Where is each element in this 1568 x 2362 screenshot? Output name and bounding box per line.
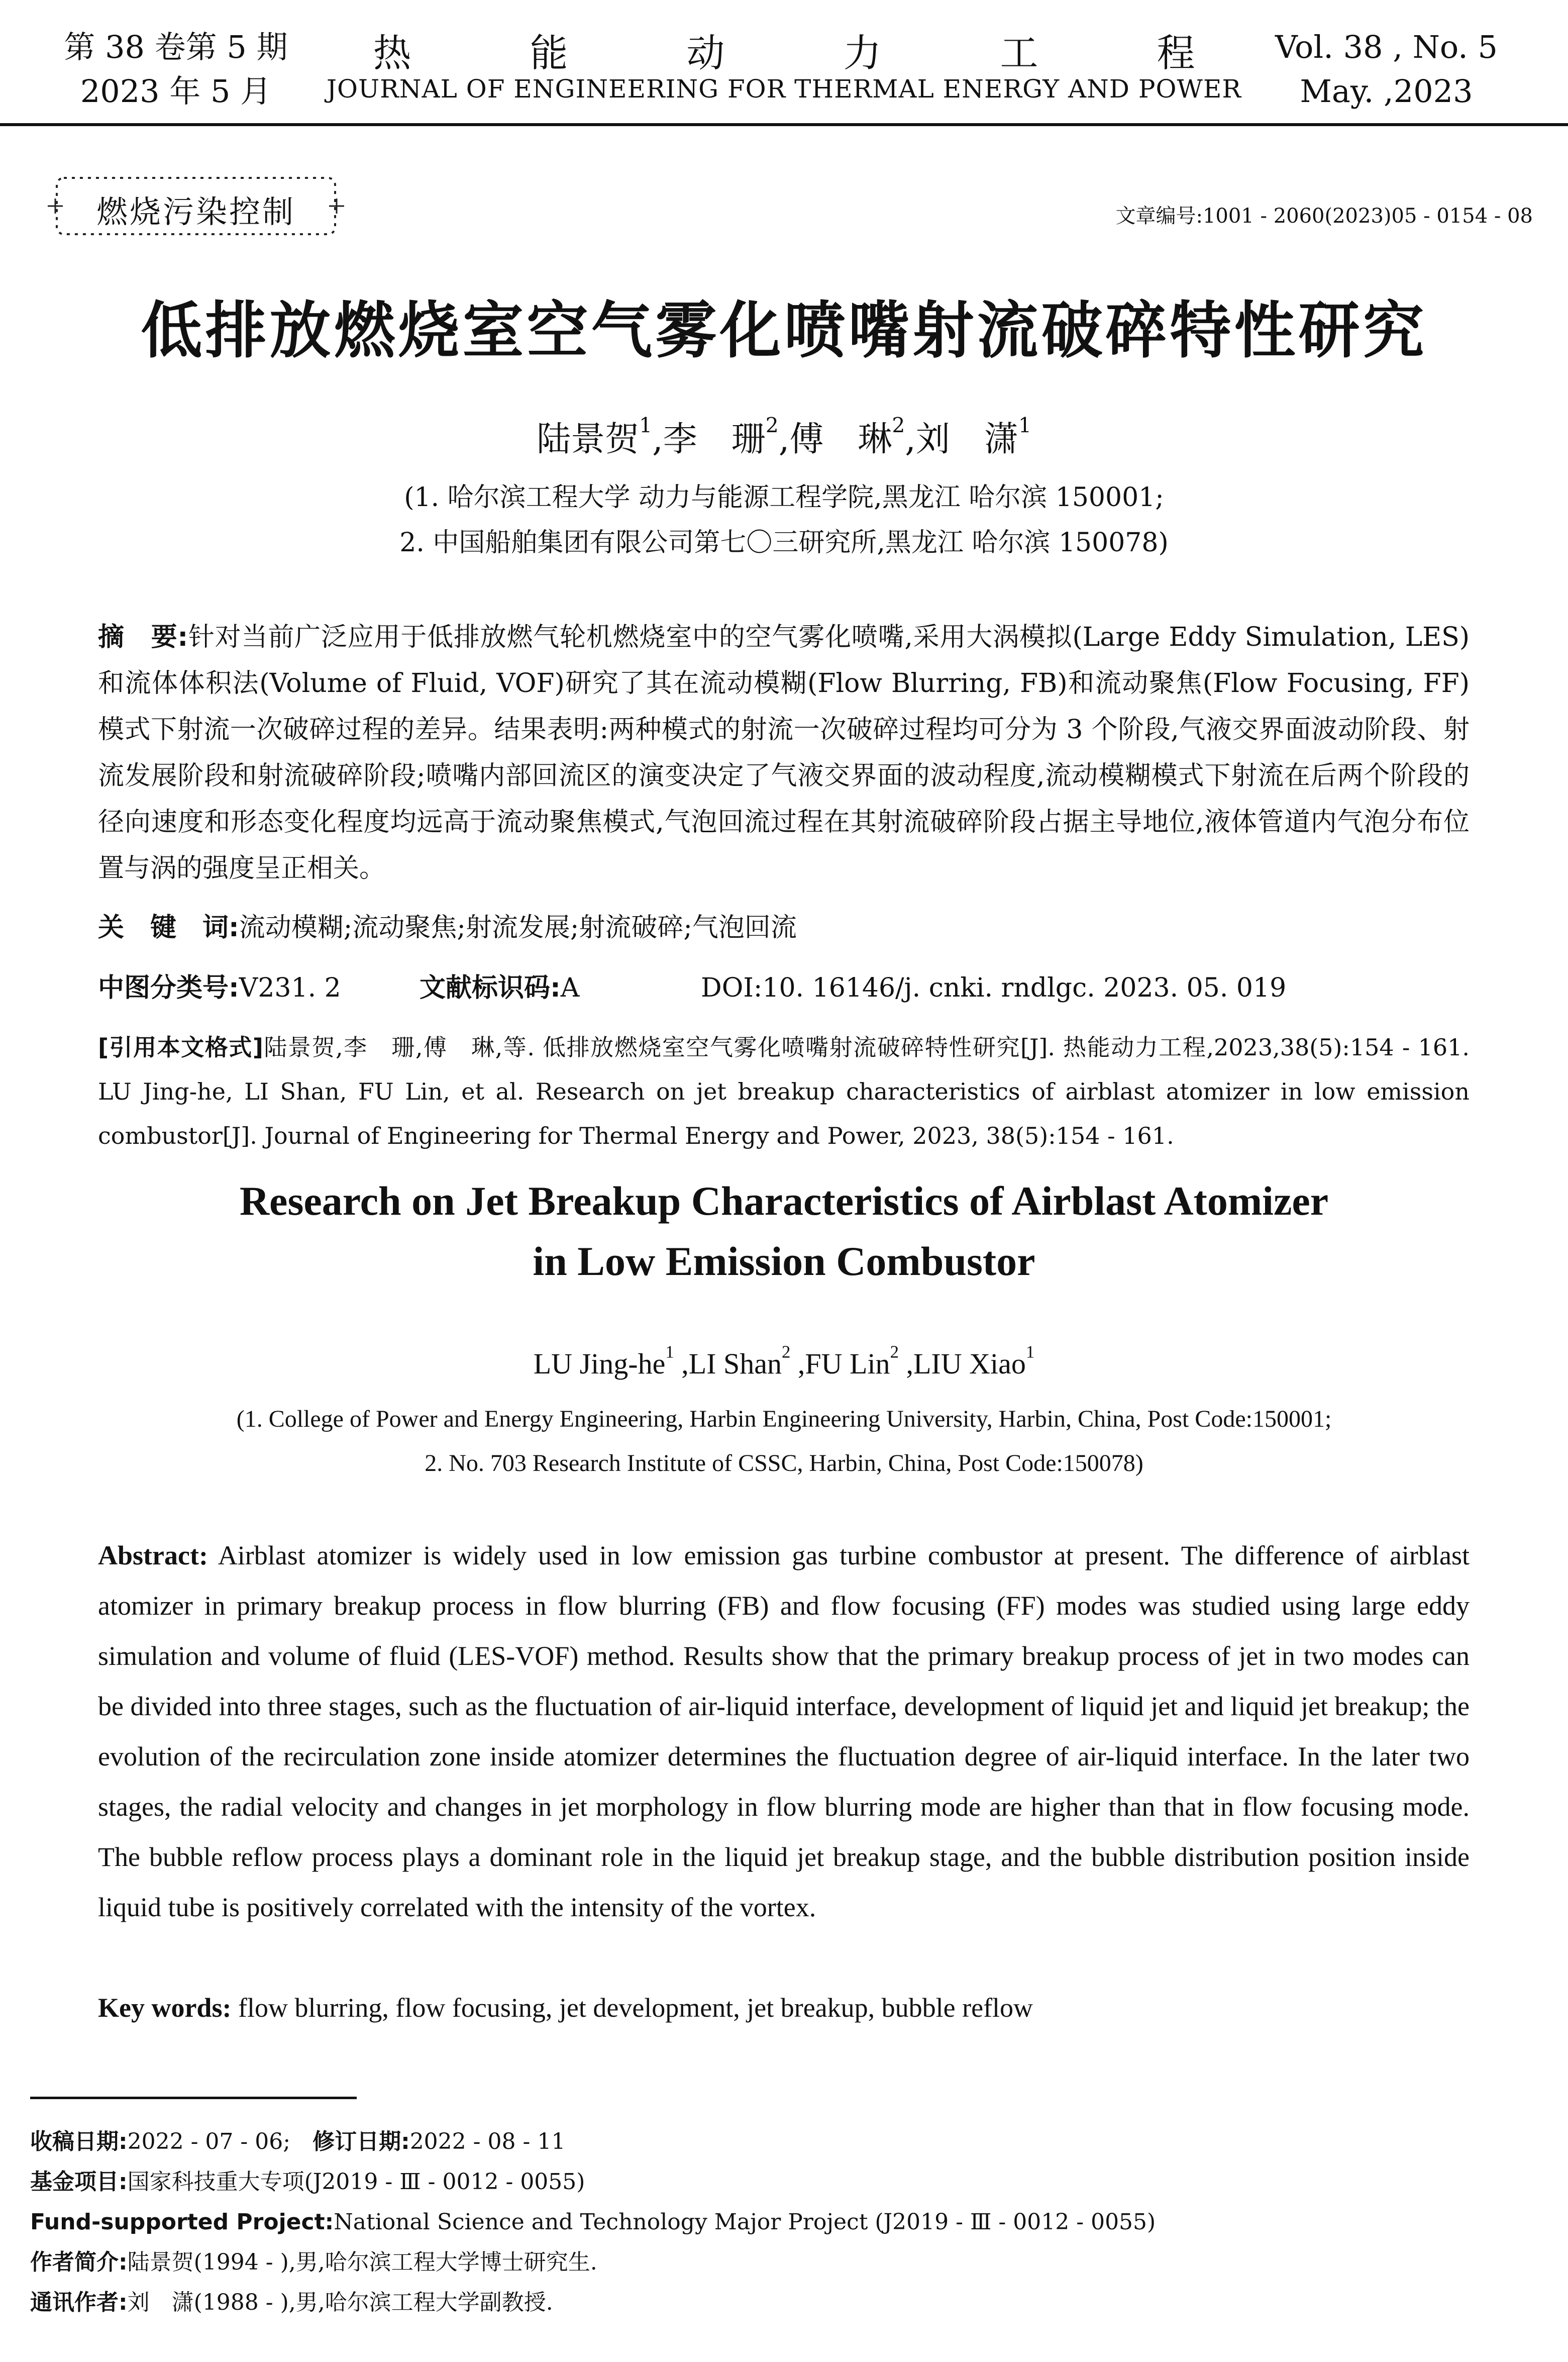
citation-text: 陆景贺,李 珊,傅 琳,等. 低排放燃烧室空气雾化喷嘴射流破碎特性研究[J]. 热能动力工程,2023,38(5):154 - 161. LU Jing-he, LI Shan, FU Lin, et al. Research on jet breakup characteristics of airblast atomizer in low emission combustor[J]. Journal of Engineering for Thermal Energy and Power, 2023, 38(5):154 - 161. bbox=[98, 1034, 1470, 1149]
article-number: 文章编号:1001 - 2060(2023)05 - 0154 - 08 bbox=[1115, 205, 1533, 228]
journal-char: 动 bbox=[686, 31, 725, 75]
volume-issue-en-line: Vol. 38 , No. 5 bbox=[1275, 29, 1498, 65]
abstract-en bbox=[98, 1530, 1470, 1932]
journal-char: 热 bbox=[373, 31, 411, 75]
doc-code-value: A bbox=[560, 973, 580, 1003]
author-sup: 2 bbox=[892, 413, 905, 438]
footnote-corresponding bbox=[30, 2283, 1512, 2323]
header-rule bbox=[0, 123, 1568, 126]
keywords-en-label: Key words: bbox=[98, 1993, 232, 2023]
fund-en-text: National Science and Technology Major Project (J2019 - Ⅲ - 0012 - 0055) bbox=[334, 2209, 1156, 2235]
keywords-cn-text: 流动模糊;流动聚焦;射流发展;射流破碎;气泡回流 bbox=[239, 913, 797, 943]
abstract-en-text: Airblast atomizer is widely used in low emission gas turbine combustor at present. The difference of airblast atomizer in primary breakup process in flow blurring (FB) and flow focusing (FF) modes was studied using large eddy simulation and volume of fluid (LES-VOF) method. Results show that the primary breakup process of jet in two modes can be divided into three stages, such as the fluctuation of air-liquid interface, development of liquid jet and liquid jet breakup; the evolution of the recirculation zone inside atomizer determines the fluctuation degree of air-liquid interface. In the later two stages, the radial velocity and changes in jet morphology in flow blurring mode are higher than that in flow focusing mode. The bubble reflow process plays a dominant role in the liquid jet breakup stage, and the bubble distribution position inside liquid tube is positively correlated with the intensity of the vortex. bbox=[98, 1540, 1470, 1922]
title-en bbox=[0, 1171, 1568, 1292]
volume-issue-cn-line: 第 38 卷第 5 期 bbox=[64, 29, 288, 65]
date-cn: 2023 年 5 月 bbox=[80, 73, 272, 110]
citation-label: [引用本文格式] bbox=[98, 1034, 263, 1061]
author-name: FU Lin bbox=[805, 1347, 890, 1380]
author-sup: 2 bbox=[781, 1342, 791, 1362]
citation bbox=[98, 1025, 1470, 1158]
keywords-cn-label: 关 键 词: bbox=[98, 913, 239, 943]
doc-code-label: 文献标识码: bbox=[420, 973, 561, 1003]
fund-en-label: Fund-supported Project: bbox=[30, 2209, 334, 2235]
keywords-en-text: flow blurring, flow focusing, jet development, jet breakup, bubble reflow bbox=[238, 1993, 1033, 2023]
corresponding-label: 通讯作者: bbox=[30, 2290, 128, 2315]
authors-en bbox=[0, 1342, 1568, 1381]
author-sup: 1 bbox=[1018, 413, 1031, 438]
author-sep: , bbox=[674, 1347, 689, 1380]
affiliation-line: 2. No. 703 Research Institute of CSSC, Harbin, China, Post Code:150078) bbox=[425, 1450, 1143, 1477]
date-en: May. ,2023 bbox=[1300, 73, 1473, 110]
doc-code bbox=[420, 965, 701, 1011]
journal-char: 力 bbox=[843, 31, 882, 75]
corresponding-text: 刘 潇(1988 - ),男,哈尔滨工程大学副教授. bbox=[127, 2290, 553, 2315]
journal-char: 程 bbox=[1157, 31, 1195, 75]
clc-value: V231. 2 bbox=[239, 973, 341, 1003]
affiliation-line: (1. 哈尔滨工程大学 动力与能源工程学院,黑龙江 哈尔滨 150001; bbox=[404, 482, 1164, 513]
bio-label: 作者简介: bbox=[30, 2249, 128, 2275]
journal-char: 工 bbox=[1000, 31, 1038, 75]
keywords-en bbox=[98, 1983, 1470, 2033]
keywords-cn bbox=[98, 905, 1470, 951]
received-label: 收稿日期: bbox=[30, 2129, 128, 2154]
author-sup: 1 bbox=[665, 1342, 674, 1362]
author-name: 刘 潇 bbox=[915, 420, 1018, 459]
abstract-cn-label: 摘 要: bbox=[98, 622, 188, 652]
clc-label: 中图分类号: bbox=[98, 973, 239, 1003]
journal-name-en: JOURNAL OF ENGINEERING FOR THERMAL ENERGY AND POWER bbox=[326, 74, 1242, 104]
author-name: LU Jing-he bbox=[533, 1347, 666, 1380]
journal-char: 能 bbox=[530, 31, 568, 75]
abstract-cn bbox=[98, 614, 1470, 892]
author-sep: , bbox=[790, 1347, 805, 1380]
author-sup: 1 bbox=[639, 413, 653, 438]
doi: DOI:10. 16146/j. cnki. rndlgc. 2023. 05. 019 bbox=[701, 973, 1287, 1003]
clc bbox=[98, 965, 420, 1011]
author-sep: , bbox=[898, 1347, 913, 1380]
title-en-line: Research on Jet Breakup Characteristics of Airblast Atomizer bbox=[239, 1178, 1329, 1224]
title-cn: 低排放燃烧室空气雾化喷嘴射流破碎特性研究 bbox=[141, 295, 1427, 366]
authors-cn bbox=[0, 412, 1568, 461]
author-name: LI Shan bbox=[688, 1347, 782, 1380]
column-tag-label: 燃烧污染控制 bbox=[96, 193, 295, 230]
footnote-fund-en bbox=[30, 2202, 1512, 2242]
abstract-cn-text: 针对当前广泛应用于低排放燃气轮机燃烧室中的空气雾化喷嘴,采用大涡模拟(Large Eddy Simulation, LES)和流体体积法(Volume of Fluid, VOF)研究了其在流动模糊(Flow Blurring, FB)和流动聚焦(Flow Focusing, FF)模式下射流一次破碎过程的差异。结果表明:两种模式的射流一次破碎过程均可分为 3 个阶段,气液交界面波动阶段、射流发展阶段和射流破碎阶段;喷嘴内部回流区的演变决定了气液交界面的波动程度,流动模糊模式下射流在后两个阶段的径向速度和形态变化程度均远高于流动聚焦模式,气泡回流过程在其射流破碎阶段占据主导地位,液体管道内气泡分布位置与涡的强度呈正相关。 bbox=[98, 622, 1470, 883]
fund-cn-text: 国家科技重大专项(J2019 - Ⅲ - 0012 - 0055) bbox=[127, 2169, 585, 2195]
author-name: 陆景贺 bbox=[537, 420, 640, 459]
fund-cn-label: 基金项目: bbox=[30, 2169, 128, 2195]
author-sup: 2 bbox=[765, 413, 779, 438]
footnote-rule bbox=[30, 2097, 357, 2099]
footnote-fund-cn bbox=[30, 2162, 1512, 2202]
author-sep: , bbox=[905, 420, 916, 459]
author-name: 李 珊 bbox=[663, 420, 766, 459]
received-date: 2022 - 07 - 06; bbox=[127, 2129, 313, 2154]
author-name: 傅 琳 bbox=[789, 420, 892, 459]
affiliations-en bbox=[0, 1397, 1568, 1486]
author-sep: , bbox=[652, 420, 663, 459]
revised-label: 修订日期: bbox=[312, 2129, 410, 2154]
author-sup: 2 bbox=[890, 1342, 899, 1362]
title-en-line: in Low Emission Combustor bbox=[533, 1238, 1035, 1284]
volume-issue-en bbox=[1275, 25, 1498, 114]
affiliation-line: 2. 中国船舶集团有限公司第七〇三研究所,黑龙江 哈尔滨 150078) bbox=[399, 528, 1169, 558]
author-sup: 1 bbox=[1025, 1342, 1035, 1362]
column-tag bbox=[48, 171, 344, 241]
author-name: LIU Xiao bbox=[913, 1347, 1026, 1380]
footnote-dates bbox=[30, 2122, 1512, 2162]
affiliation-line: (1. College of Power and Energy Engineering, Harbin Engineering University, Harbin, China, Post Code:150001; bbox=[236, 1406, 1332, 1432]
classification-line bbox=[98, 965, 1470, 1011]
affiliations-cn bbox=[0, 475, 1568, 565]
footnote-author-bio bbox=[30, 2242, 1512, 2283]
bio-text: 陆景贺(1994 - ),男,哈尔滨工程大学博士研究生. bbox=[127, 2249, 597, 2275]
revised-date: 2022 - 08 - 11 bbox=[409, 2129, 566, 2154]
abstract-en-label: Abstract: bbox=[98, 1540, 208, 1570]
author-sep: , bbox=[778, 420, 790, 459]
